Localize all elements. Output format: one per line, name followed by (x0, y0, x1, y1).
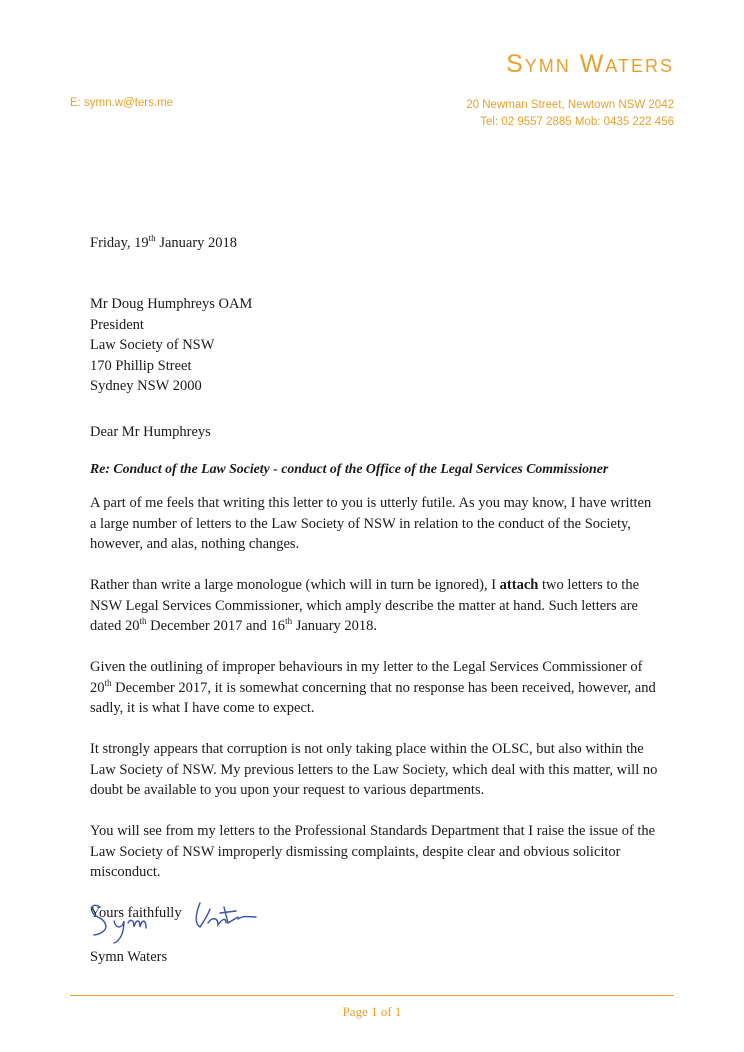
page-number: Page 1 of 1 (342, 1004, 402, 1019)
p2-sup: th (139, 616, 147, 627)
paragraph-1: A part of me feels that writing this letter to you is utterly futile. As you may know, I have written a large number of letters to the Law Society of NSW in relation to the conduct of the Society, however, and alas, nothing changes. (90, 495, 652, 552)
recipient-line: President (90, 316, 144, 333)
p2-text: January 2018. (292, 618, 378, 634)
letterhead-email: E: symn.w@ters.me (70, 97, 174, 109)
p3-sup: th (104, 677, 112, 688)
p2-sup: th (285, 616, 293, 627)
letterhead-address-block (466, 97, 674, 131)
date-prefix: Friday, 19 (90, 235, 149, 251)
closing: Yours faithfully (90, 905, 182, 921)
recipient-line: Mr Doug Humphreys OAM (90, 296, 253, 312)
signatory-name: Symn Waters (90, 949, 168, 965)
recipient-address (90, 294, 660, 397)
salutation: Dear Mr Humphreys (90, 424, 211, 440)
p2-text: December 2017 and 16 (146, 618, 286, 634)
letterhead-name: Symn Waters (506, 50, 674, 78)
paragraph-4: It strongly appears that corruption is not only taking place within the OLSC, but also within the Law Society of NSW. My previous letters to the Law Society, which deal with this matter, will no doubt be available to you upon your request to various departments. (90, 741, 658, 798)
p3-text: Given the outlining of improper behaviours in my letter to the Legal Services Commissioner of 20 (90, 659, 643, 696)
date-line (90, 233, 660, 254)
paragraph-3 (90, 657, 660, 719)
p3-text: December 2017, it is somewhat concerning that no response has been received, however, and sadly, it is what I have come to expect. (90, 679, 656, 716)
signature-image (88, 895, 278, 945)
p2-text: Rather than write a large monologue (which will in turn be ignored), I (90, 577, 500, 593)
date-sup: th (148, 233, 156, 244)
p2-bold: attach (499, 577, 539, 593)
recipient-line: 170 Phillip Street (90, 357, 192, 374)
p2-text: two letters to the NSW Legal Services Commissioner, which amply describe the matter at hand. Such letters are dated 20 (90, 577, 639, 634)
subject-line: Re: Conduct of the Law Society - conduct of the Office of the Legal Services Commissioner (90, 461, 609, 476)
letterhead-contact: Tel: 02 9557 2885 Mob: 0435 222 456 (480, 116, 674, 128)
recipient-line: Sydney NSW 2000 (90, 378, 202, 394)
paragraph-2 (90, 575, 660, 637)
recipient-line: Law Society of NSW (90, 337, 215, 353)
date-suffix: January 2018 (155, 235, 238, 251)
letter-body (90, 493, 660, 924)
letterhead-address: 20 Newman Street, Newtown NSW 2042 (466, 99, 674, 111)
paragraph-5: You will see from my letters to the Professional Standards Department that I raise the issue of the Law Society of NSW improperly dismissing complaints, despite clear and obvious solicitor misconduct. (90, 823, 656, 880)
footer-rule (70, 995, 674, 996)
